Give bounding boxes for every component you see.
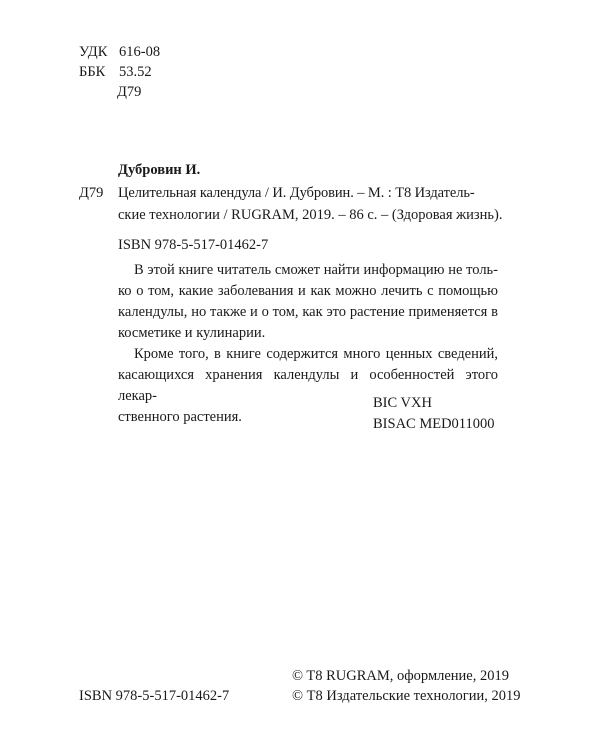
annotation: [118, 260, 498, 428]
author-heading: Дубровин И.: [118, 162, 201, 178]
annotation-paragraph-1: [118, 260, 498, 344]
bibliographic-description-line-2: ские технологии / RUGRAM, 2019. – 86 с. – (Здоровая жизнь).: [118, 207, 503, 223]
footer-isbn: ISBN 978-5-517-01462-7: [79, 688, 230, 704]
record-cutter-number: Д79: [79, 185, 104, 201]
udk-row: [79, 42, 160, 62]
copyright-line-2: © Т8 Издательские технологии, 2019: [292, 688, 521, 704]
annotation-line: ственного растения.: [118, 409, 242, 425]
bbk-label: ББК: [79, 64, 106, 80]
bbk-row: [79, 62, 160, 82]
annotation-line: календулы, но также и о том, как это растение применяется в: [118, 304, 498, 320]
annotation-line: касающихся хранения календулы и особенностей этого лекар-: [118, 367, 498, 404]
annotation-line: Кроме того, в книге содержится много ценных сведений,: [134, 346, 498, 362]
copyright-line-1: © T8 RUGRAM, оформление, 2019: [292, 668, 509, 684]
bbk-value: 53.52: [119, 64, 152, 80]
bibliographic-description-line-1: Целительная календула / И. Дубровин. – М. : Т8 Издатель-: [118, 185, 475, 201]
bic-code: BIC VXH: [373, 395, 432, 411]
annotation-line: косметике и кулинарии.: [118, 325, 266, 341]
udk-value: 616-08: [119, 44, 161, 60]
annotation-line: ко о том, какие заболевания и как можно лечить с помощью: [118, 283, 498, 299]
classification-block: [79, 42, 160, 102]
bisac-code: BISAC MED011000: [373, 416, 495, 432]
cutter-number: Д79: [117, 84, 142, 100]
annotation-line: В этой книге читатель сможет найти информацию не толь-: [134, 262, 498, 278]
record-isbn: ISBN 978-5-517-01462-7: [118, 237, 269, 253]
udk-label: УДК: [79, 44, 108, 60]
